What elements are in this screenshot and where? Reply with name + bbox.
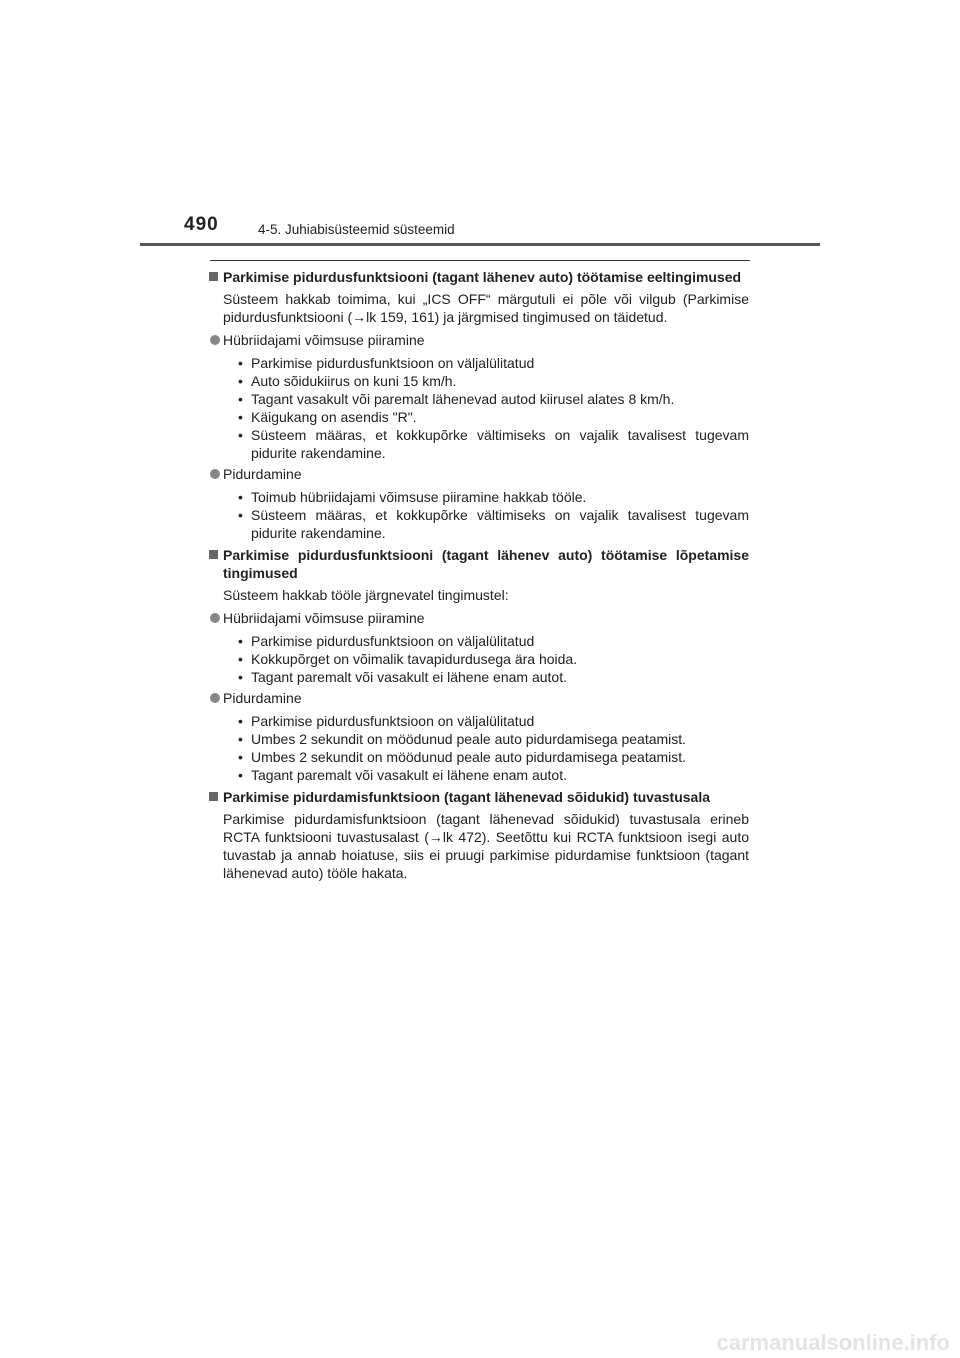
subsection-heading: Hübriidajami võimsuse piiramine bbox=[209, 331, 749, 349]
list-item: • Toimub hübriidajami võimsuse piiramine hakkab tööle. bbox=[238, 489, 587, 505]
list-item: • Umbes 2 sekundit on möödunud peale auto pidurdamisega peatamist. bbox=[238, 749, 687, 765]
bullet-list bbox=[209, 488, 749, 542]
watermark: carmanualsonline.info bbox=[716, 1330, 950, 1355]
list-item: • Süsteem määras, et kokkupõrke vältimiseks on vajalik tavalisest tugevam pidurite rakendamine. bbox=[238, 507, 749, 541]
page-header bbox=[140, 214, 820, 242]
chapter-title: 4-5. Juhiabisüsteemid süsteemid bbox=[258, 222, 455, 237]
content-body bbox=[209, 266, 749, 887]
list-item: • Tagant paremalt või vasakult ei lähene enam autot. bbox=[238, 767, 567, 783]
list-item: • Parkimise pidurdusfunktsioon on väljalülitatud bbox=[238, 633, 535, 649]
section-heading: Parkimise pidurdamisfunktsioon (tagant lähenevad sõidukid) tuvastusala bbox=[209, 788, 749, 806]
header-rule bbox=[140, 243, 820, 246]
subsection-heading: Pidurdamine bbox=[209, 465, 749, 483]
list-item: • Auto sõidukiirus on kuni 15 km/h. bbox=[238, 373, 457, 389]
list-item: • Süsteem määras, et kokkupõrke vältimiseks on vajalik tavalisest tugevam pidurite rakendamine. bbox=[238, 427, 749, 461]
list-item: • Käigukang on asendis "R". bbox=[238, 409, 417, 425]
list-item: • Umbes 2 sekundit on möödunud peale auto pidurdamisega peatamist. bbox=[238, 731, 687, 747]
circle-bullet-icon bbox=[210, 335, 220, 345]
bullet-list bbox=[209, 354, 749, 462]
subsection-heading: Pidurdamine bbox=[209, 689, 749, 707]
list-item: • Parkimise pidurdusfunktsioon on väljalülitatud bbox=[238, 355, 535, 371]
list-item: • Tagant vasakult või paremalt lähenevad autod kiirusel alates 8 km/h. bbox=[238, 391, 675, 407]
section-paragraph: Parkimise pidurdamisfunktsioon (tagant lähenevad sõidukid) tuvastusala erineb RCTA funktsiooni tuvastusalast (→lk 472). Seetõttu kui RCTA funktsioon isegi auto tuvastab ja annab hoiatuse, siis ei pruugi parkimise pidurdamise funktsioon (tagant lähenevad auto) tööle hakata. bbox=[223, 811, 749, 881]
bullet-list bbox=[209, 712, 749, 784]
square-bullet-icon bbox=[209, 272, 218, 281]
subsection-heading: Hübriidajami võimsuse piiramine bbox=[209, 609, 749, 627]
square-bullet-icon bbox=[209, 792, 218, 801]
circle-bullet-icon bbox=[210, 469, 220, 479]
circle-bullet-icon bbox=[210, 613, 220, 623]
list-item: • Parkimise pidurdusfunktsioon on väljalülitatud bbox=[238, 713, 535, 729]
section-paragraph: Süsteem hakkab toimima, kui „ICS OFF“ märgutuli ei põle või vilgub (Parkimise pidurdusfunktsiooni (→lk 159, 161) ja järgmised tingimused on täidetud. bbox=[223, 291, 749, 325]
bullet-list bbox=[209, 632, 749, 686]
page-number: 490 bbox=[184, 214, 219, 235]
list-item: • Kokkupõrget on võimalik tavapidurdusega ära hoida. bbox=[238, 651, 578, 667]
section-paragraph: Süsteem hakkab tööle järgnevatel tingimustel: bbox=[223, 587, 509, 603]
section-top-rule bbox=[210, 260, 750, 261]
section-heading: Parkimise pidurdusfunktsiooni (tagant lähenev auto) töötamise lõpetamise tingimused bbox=[209, 546, 749, 582]
circle-bullet-icon bbox=[210, 693, 220, 703]
list-item: • Tagant paremalt või vasakult ei lähene enam autot. bbox=[238, 669, 567, 685]
square-bullet-icon bbox=[209, 550, 218, 559]
section-heading: Parkimise pidurdusfunktsiooni (tagant lähenev auto) töötamise eeltingimused bbox=[209, 268, 749, 286]
